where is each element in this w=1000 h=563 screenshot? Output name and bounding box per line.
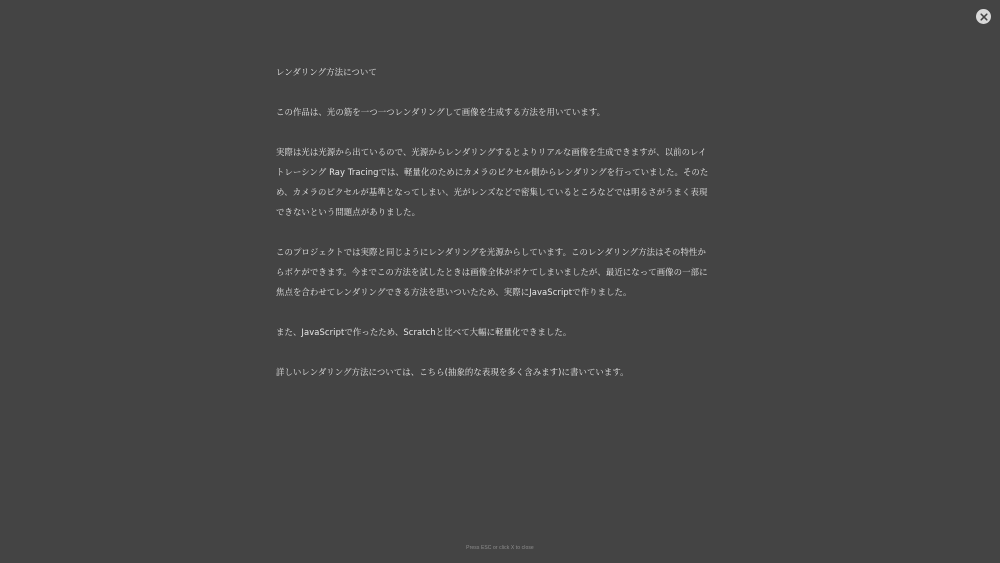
paragraph-line: らボケができます。今までこの方法を試したときは画像全体がボケてしまいましたが、最近になって画像の一部に [276,267,708,277]
paragraph-intro [276,102,728,122]
paragraph-line: また、JavaScriptで作ったため、Scratchと比べて大幅に軽量化できました。 [276,327,572,337]
paragraph-performance [276,322,728,342]
paragraph-details [276,362,728,382]
details-link[interactable]: 詳しいレンダリング方法については、こちら(抽象的な表現を多く含みます)に書いています。 [276,367,629,377]
paragraph-background [276,142,728,222]
close-hint: Press ESC or click X to close [466,545,534,551]
paragraph-project [276,242,728,302]
close-button[interactable] [976,9,991,24]
paragraph-line: トレーシング Ray Tracingでは、軽量化のためにカメラのピクセル側からレンダリングを行っていました。そのた [276,167,709,177]
paragraph-line: このプロジェクトでは実際と同じようにレンダリングを光源からしています。このレンダリング方法はその特性か [276,247,706,257]
paragraph-line: め、カメラのピクセルが基準となってしまい、光がレンズなどで密集しているところなどでは明るさがうまく表現 [276,187,708,197]
paragraph-line: できないという問題点がありました。 [276,207,421,217]
close-icon [980,13,988,21]
article-title: レンダリング方法について [276,67,377,77]
paragraph-line: この作品は、光の筋を一つ一つレンダリングして画像を生成する方法を用いています。 [276,107,606,117]
paragraph-line: 焦点を合わせてレンダリングできる方法を思いついたため、実際にJavaScriptで作りました。 [276,287,632,297]
article-content [276,62,728,402]
paragraph-line: 実際は光は光源から出ているので、光源からレンダリングするとよりリアルな画像を生成できますが、以前のレイ [276,147,707,157]
